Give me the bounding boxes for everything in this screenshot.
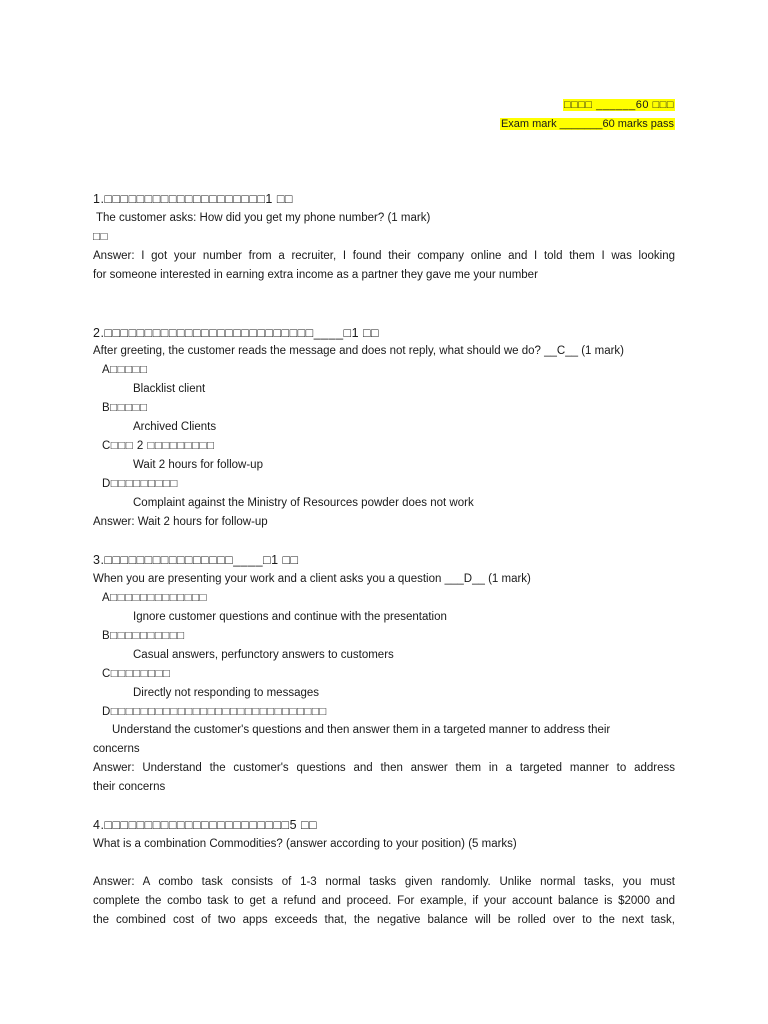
q4-title-cn: 4.□□□□□□□□□□□□□□□□□□□□□□□5 □□	[93, 818, 318, 832]
q1-title-en: The customer asks: How did you get my phone number? (1 mark)	[96, 212, 431, 224]
exam-mark-cn: □□□□ ______60 □□□	[563, 99, 674, 111]
q3-title-en: When you are presenting your work and a client asks you a question ___D__ (1 mark)	[93, 573, 531, 585]
q3-answer-line-1: Answer: Understand the customer's questions and then answer them in a targeted manner to address	[93, 762, 675, 774]
q2-answer: Answer: Wait 2 hours for follow-up	[93, 516, 268, 528]
q2-option-b-en: Archived Clients	[133, 421, 217, 433]
q1-answer-line-1: Answer: I got your number from a recruiter, I found their company online and I told them I was looking	[93, 250, 675, 262]
q1-label-cn: □□	[93, 231, 108, 243]
q2-title-en: After greeting, the customer reads the message and does not reply, what should we do? __C__ (1 mark)	[93, 345, 624, 357]
q1-title-cn: 1.□□□□□□□□□□□□□□□□□□□□1 □□	[93, 192, 293, 206]
q3-option-c-en: Directly not responding to messages	[133, 687, 320, 699]
q2-option-c-cn: C□□□ 2 □□□□□□□□□	[102, 440, 215, 452]
q3-option-d-en-line-2: concerns	[93, 743, 140, 755]
q2-option-d-en: Complaint against the Ministry of Resources powder does not work	[133, 497, 474, 509]
exam-header	[500, 96, 675, 134]
q2-option-d-cn: D□□□□□□□□□	[102, 478, 178, 490]
q2-title-cn: 2.□□□□□□□□□□□□□□□□□□□□□□□□□□____□1 □□	[93, 326, 380, 340]
q1-answer-line-2: for someone interested in earning extra income as a partner they gave me your number	[93, 269, 538, 281]
q4-answer-line-2: complete the combo task to get a refund and proceed. For example, if your account balance is $2000 and	[93, 895, 675, 907]
q4-answer-line-3: the combined cost of two apps exceeds that, the negative balance will be rolled over to the next task,	[93, 914, 675, 926]
q4-title-en: What is a combination Commodities? (answer according to your position) (5 marks)	[93, 838, 517, 850]
q3-option-b-en: Casual answers, perfunctory answers to customers	[133, 649, 394, 661]
q3-option-d-cn: D□□□□□□□□□□□□□□□□□□□□□□□□□□□□□	[102, 706, 327, 718]
q3-option-a-en: Ignore customer questions and continue with the presentation	[133, 611, 447, 623]
q2-option-b-cn: B□□□□□	[102, 402, 148, 414]
q3-option-c-cn: C□□□□□□□□	[102, 668, 171, 680]
q3-option-a-cn: A□□□□□□□□□□□□□	[102, 592, 207, 604]
q3-option-b-cn: B□□□□□□□□□□	[102, 630, 185, 642]
q2-option-a-cn: A□□□□□	[102, 364, 148, 376]
q2-option-c-en: Wait 2 hours for follow-up	[133, 459, 263, 471]
exam-mark-en: Exam mark _______60 marks pass	[500, 118, 674, 130]
q2-option-a-en: Blacklist client	[133, 383, 206, 395]
q3-answer-line-2: their concerns	[93, 781, 166, 793]
q3-title-cn: 3.□□□□□□□□□□□□□□□□____□1 □□	[93, 553, 299, 567]
q4-answer-line-1: Answer: A combo task consists of 1-3 normal tasks given randomly. Unlike normal tasks, you must	[93, 876, 675, 888]
q3-option-d-en-line-1: Understand the customer's questions and then answer them in a targeted manner to address their	[112, 724, 611, 736]
